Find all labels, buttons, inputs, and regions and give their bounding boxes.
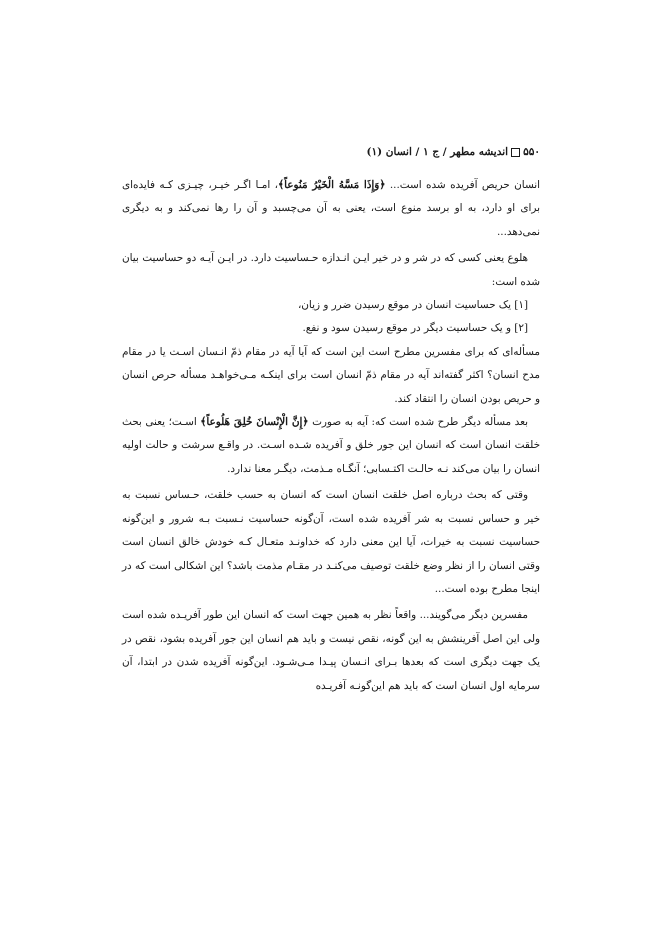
body-text: [122, 174, 540, 698]
paragraph-1: [122, 174, 540, 244]
paragraph-text: انسان حریص آفریده شده است...: [385, 179, 541, 191]
paragraph-6: مفسرین دیگر می‌گویند... واقعاً نظر به همین جهت است که انسان این طور آفریـده شده است ولی این اصل آفرینشش به این گونه، نقص نیست و باید هم انسان این جور آفریده بشود، نقص در یک جهت دیگری است که بعدها بـرای انـسان پیـدا مـی‌شـود. این‌گونه آفریده شدن در ابتدا، آن سرمایه اول انسان است که باید هم این‌گونـه آفریـده: [122, 609, 540, 692]
quran-verse: ﴿وَإِذَا مَسَّهُ الْخَیْرُ مَنُوعاً﴾: [278, 179, 386, 191]
page-number: ۵۵۰: [523, 146, 540, 158]
paragraph-5: وقتی که بحث درباره اصل خلقت انسان است که انسان به حسب خلقت، حـساس نسبت به خیر و حساس نسبت به شر آفریده شده است، آن‌گونه حساسیت نـسبت بـه شرور و این‌گونه حساسیت نسبت به خیرات، آیا این معنی دارد که خداونـد متعـال کـه خودش خالق انسان است وقتی انسان را از نظر وضع خلقت توصیف می‌کنـد در مقـام مذمت باشد؟ این اشکالی است که در اینجا مطرح بوده است...: [122, 489, 540, 595]
paragraph-text: اسـت؛ یعنی بحث خلقت انسان است که انسان این جور خلق و آفریده شـده اسـت. در واقـع سرشت و حالت اولیه انسان را بیان می‌کند نـه حالـت اکتـسابی؛ آنگـاه مـذمت، دیگـر معنا ندارد.: [122, 416, 540, 475]
book-title: اندیشه مطهر / ج ۱ / انسان (۱): [366, 146, 509, 158]
running-header: [122, 146, 540, 158]
list-item-2: [۲] و یک حساسیت دیگر در موقع رسیدن سود و نفع.: [302, 322, 528, 335]
paragraph-3: مسأله‌ای که برای مفسرین مطرح است این است که آیا آیه در مقام ذمّ انـسان اسـت یا در مقام مدح انسان؟ اکثر گفته‌اند آیه در مقام ذمّ انسان است برای اینکـه مـی‌خواهـد مسأله حرص انسان و حریص بودن انسان را انتقاد کند.: [122, 345, 540, 405]
quran-verse: ﴿إِنَّ الْإِنْسانَ خُلِقَ هَلُوعاً﴾: [200, 416, 309, 429]
paragraph-text: ، امـا اگـر خیـر، چیـزی کـه فایده‌ای برای او دارد، به او برسد منوع است، یعنی به آن می‌چسبد و آن را رها نمی‌کند و به دیگری نمی‌دهد...: [122, 179, 540, 238]
list-item-1: [۱] یک حساسیت انسان در موقع رسیدن ضرر و زیان،: [297, 299, 528, 312]
paragraph-4: [122, 411, 540, 481]
square-bullet-icon: [511, 148, 520, 157]
paragraph-2: هلوع یعنی کسی که در شر و در خیر ایـن انـدازه حـساسیت دارد. در ایـن آیـه دو حساسیت بیان شده است:: [122, 252, 540, 288]
paragraph-text: بعد مسأله دیگر طرح شده است که: آیه به صورت: [308, 416, 529, 429]
